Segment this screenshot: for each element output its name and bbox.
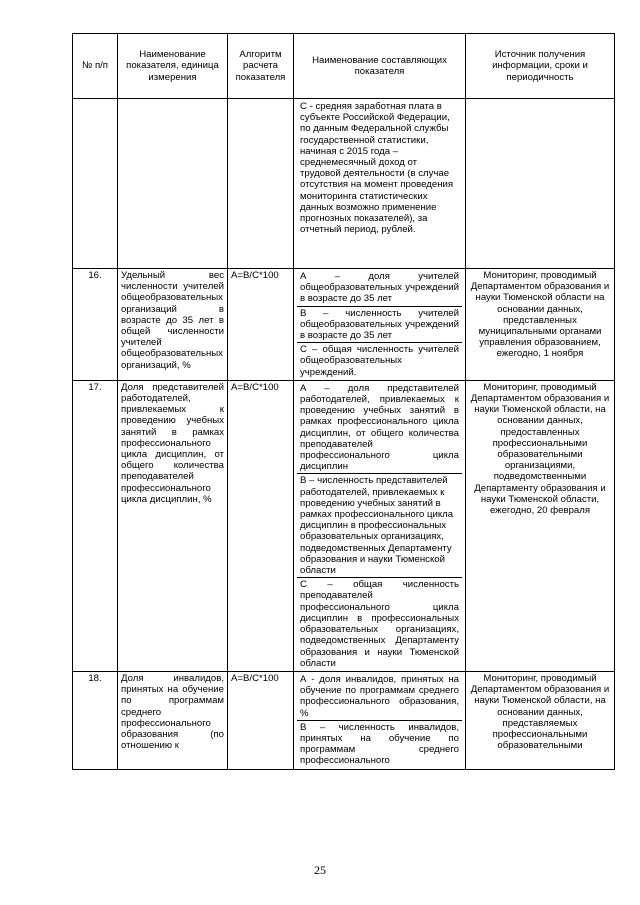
component-text: А – доля учителей общеобразовательных учреждений в возрасте до 35 лет bbox=[300, 271, 459, 305]
row-num-cell: 17. bbox=[73, 380, 118, 671]
component-text: В – численность инвалидов, принятых на обучение по программам среднего профессионального bbox=[297, 720, 462, 768]
row-name-cell: Удельный вес численности учителей общеобразовательных организаций в возрасте до 35 лет в общей численности учителей общеобразовательных организаций, % bbox=[118, 269, 228, 381]
component-text: А - доля инвалидов, принятых на обучение по программам среднего профессионального образования, % bbox=[300, 673, 459, 719]
header-num: № п/п bbox=[73, 34, 118, 99]
header-name: Наименование показателя, единица измерения bbox=[118, 34, 228, 99]
indicators-table bbox=[72, 33, 615, 770]
component-text: С – общая численность преподавателей профессионального цикла дисциплин в профессиональных образовательных организациях, подведомственных Департаменту образования и науки Тюменской области bbox=[297, 577, 462, 670]
table-row bbox=[73, 671, 615, 769]
row-name-cell: Доля представителей работодателей, привлекаемых к проведению учебных занятий в рамках профессионального цикла дисциплин, от общего количества преподавателей профессионального цикла дисциплин, % bbox=[118, 380, 228, 671]
row-algo-cell: А=В/С*100 bbox=[228, 380, 294, 671]
header-source: Источник получения информации, сроки и периодичность bbox=[466, 34, 615, 99]
row-num-cell: 18. bbox=[73, 671, 118, 769]
row-algo-cell: А=В/С*100 bbox=[228, 671, 294, 769]
row-name-cell bbox=[118, 99, 228, 269]
header-algo: Алгоритм расчета показателя bbox=[228, 34, 294, 99]
row-source-cell: Мониторинг, проводимый Департаментом образования и науки Тюменской области на основании данных, представленных муниципальными органами управления образованием, ежегодно, 1 ноября bbox=[466, 269, 615, 381]
row-components-cell bbox=[294, 269, 466, 381]
row-name-cell: Доля инвалидов, принятых на обучение по программам среднего профессионального образования (по отношению к bbox=[118, 671, 228, 769]
component-text: С - средняя заработная плата в субъекте Российской Федерации, по данным Федеральной службы государственной статистики, начиная с 2015 года – среднемесячный доход от трудовой деятельности (в случае отсутствия на момент проведения мониторинга статистических данных возможно применение прогнозных показателей), за отчетный период, рублей. bbox=[300, 101, 454, 236]
component-text: В – численность учителей общеобразовательных учреждений в возрасте до 35 лет bbox=[297, 306, 462, 343]
row-num-cell: 16. bbox=[73, 269, 118, 381]
row-algo-cell bbox=[228, 99, 294, 269]
component-text: В – численность представителей работодателей, привлекаемых к проведению учебных занятий в рамках профессионального цикла дисциплин в профессиональных образовательных организациях, подведомственных Департаменту образования и науки Тюменской области bbox=[297, 473, 462, 577]
table-header-row bbox=[73, 34, 615, 99]
table-row bbox=[73, 269, 615, 381]
row-source-cell bbox=[466, 99, 615, 269]
row-source-cell: Мониторинг, проводимый Департаментом образования и науки Тюменской области, на основании данных, представляемых профессиональными образовательными bbox=[466, 671, 615, 769]
table-row bbox=[73, 380, 615, 671]
table-row bbox=[73, 99, 615, 269]
row-components-cell bbox=[294, 671, 466, 769]
row-components-cell bbox=[294, 99, 466, 269]
header-components: Наименование составляющих показателя bbox=[294, 34, 466, 99]
row-source-cell: Мониторинг, проводимый Департаментом образования и науки Тюменской области, на основании данных, предоставленных профессиональными образовательными организациями, подведомственными Департаменту образования и науки Тюменской области, ежегодно, 20 февраля bbox=[466, 380, 615, 671]
row-num-cell bbox=[73, 99, 118, 269]
row-algo-cell: А=В/С*100 bbox=[228, 269, 294, 381]
component-text: А – доля представителей работодателей, привлекаемых к проведению учебных занятий в рамках профессионального цикла дисциплин, от общего количества преподавателей профессионального цикла дисциплин bbox=[300, 382, 459, 473]
component-text: С – общая численность учителей общеобразовательных учреждений. bbox=[297, 342, 462, 379]
page-number: 25 bbox=[314, 863, 326, 877]
row-components-cell bbox=[294, 380, 466, 671]
